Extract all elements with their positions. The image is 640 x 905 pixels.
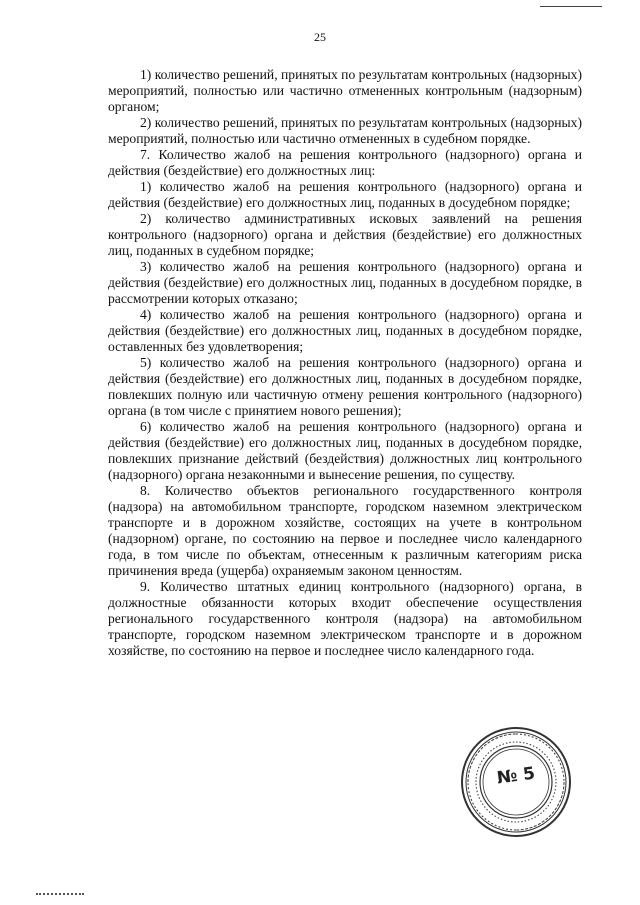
bottom-mark: [36, 893, 84, 897]
stamp-number: № 5: [495, 763, 537, 789]
paragraph-10: 8. Количество объектов регионального государственного контроля (надзора) на автомобильном транспорте, городском наземном электрическом транспорте и в дорожном хозяйстве, состоящих на учете в контрольном (надзорном) органе, по состоянию на первое и последнее число календарного года, в том числе по объектам, отнесенным к различным категориям риска причинения вреда (ущерба) охраняемым законом ценностям.: [108, 483, 582, 578]
paragraph-4: 1) количество жалоб на решения контрольного (надзорного) органа и действия (бездействие) его должностных лиц, поданных в досудебном порядке;: [108, 179, 582, 210]
paragraph-11: 9. Количество штатных единиц контрольного (надзорного) органа, в должностные обязанности которых входит обеспечение осуществления регионального государственного контроля (надзора) на автомобильном транспорте, городском наземном электрическом транспорте и в дорожном хозяйстве, по состоянию на первое и последнее число календарного года.: [108, 579, 582, 658]
paragraph-1: 1) количество решений, принятых по результатам контрольных (надзорных) мероприятий, полностью или частично отмененных контрольным (надзорным) органом;: [108, 67, 582, 114]
paragraph-9: 6) количество жалоб на решения контрольного (надзорного) органа и действия (бездействие) его должностных лиц, поданных в досудебном порядке, повлекших признание действий (бездействия) должностных лиц контрольного (надзорного) органа незаконными и вынесение решения, по существу.: [108, 419, 582, 482]
paragraph-5: 2) количество административных исковых заявлений на решения контрольного (надзорного) органа и действия (бездействие) его должностных лиц, поданных в судебном порядке;: [108, 211, 582, 258]
paragraph-2: 2) количество решений, принятых по результатам контрольных (надзорных) мероприятий, полностью или частично отмененных в судебном порядке.: [108, 115, 582, 146]
top-rule: [540, 6, 602, 7]
page-number: 25: [314, 30, 326, 44]
paragraph-8: 5) количество жалоб на решения контрольного (надзорного) органа и действия (бездействие) его должностных лиц, поданных в досудебном порядке, повлекших полную или частичную отмену решения контрольного (надзорного) органа (в том числе с принятием нового решения);: [108, 355, 582, 418]
paragraph-6: 3) количество жалоб на решения контрольного (надзорного) органа и действия (бездействие) его должностных лиц, поданных в досудебном порядке, в рассмотрении которых отказано;: [108, 259, 582, 306]
paragraph-3: 7. Количество жалоб на решения контрольного (надзорного) органа и действия (бездействие) его должностных лиц:: [108, 147, 582, 178]
paragraph-7: 4) количество жалоб на решения контрольного (надзорного) органа и действия (бездействие) его должностных лиц, поданных в досудебном порядке, оставленных без удовлетворения;: [108, 307, 582, 354]
document-body: [108, 67, 582, 659]
official-stamp: [460, 726, 572, 838]
